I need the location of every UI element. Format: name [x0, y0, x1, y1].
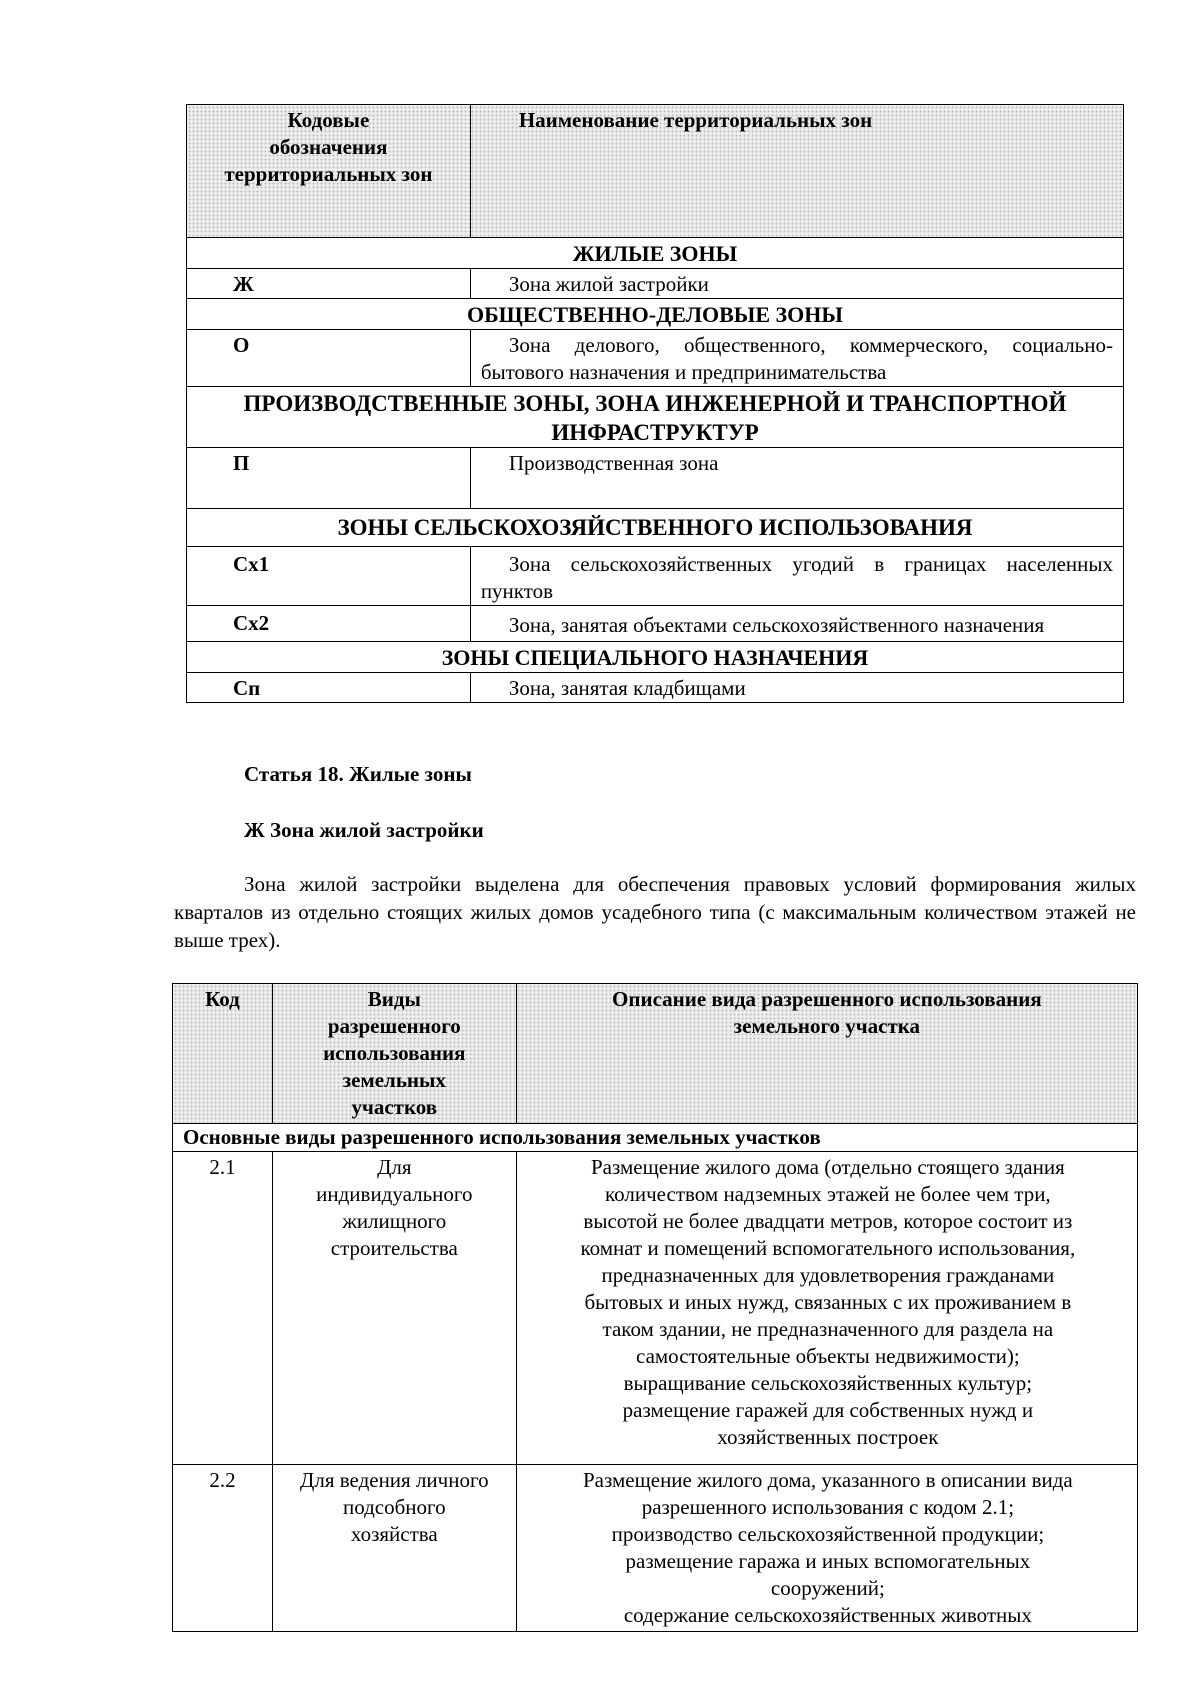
- zone-name-text: Зона делового, общественного, коммерческого, социально-бытового назначения и предпринимательства: [480, 333, 1113, 384]
- zones-section-row: [187, 509, 1124, 547]
- zone-name-text: Производственная зона: [508, 451, 719, 475]
- use-description-line: сооружений;: [770, 1576, 885, 1600]
- use-code: 2.2: [173, 1465, 273, 1632]
- use-kind-line: подсобного: [342, 1495, 446, 1519]
- zone-name: [470, 448, 1123, 509]
- zone-code: П: [187, 448, 471, 509]
- use-description-line: высотой не более двадцати метров, которое состоит из: [583, 1209, 1073, 1233]
- uses-table-row: [173, 1152, 1138, 1465]
- use-description-line: количеством надземных этажей не более чем три,: [605, 1182, 1051, 1206]
- use-kind: [272, 1152, 516, 1465]
- use-kind-line: строительства: [330, 1236, 458, 1260]
- zone-description-paragraph: Зона жилой застройки выделена для обеспечения правовых условий формирования жилых кварталов из отдельно стоящих жилых домов усадебного типа (с максимальным количеством этажей не выше трех).: [174, 872, 1136, 952]
- permitted-uses-table: [172, 983, 1138, 1632]
- uses-header-kind-line: использования: [323, 1041, 466, 1065]
- use-description: [516, 1152, 1137, 1465]
- zones-section-title: ЖИЛЫЕ ЗОНЫ: [187, 238, 1124, 269]
- uses-header-kind: [272, 984, 516, 1124]
- zone-name-text: Зона сельскохозяйственных угодий в границах населенных пунктов: [480, 552, 1113, 603]
- zone-name-text: Зона жилой застройки: [508, 272, 709, 296]
- zone-name-text: Зона, занятая объектами сельскохозяйственного назначения: [508, 613, 1045, 637]
- uses-header-description: [516, 984, 1137, 1124]
- zones-table: [186, 104, 1124, 703]
- zones-table-row: [187, 606, 1124, 642]
- zones-header-code-line: территориальных зон: [224, 162, 433, 186]
- use-description-line: предназначенных для удовлетворения гражданами: [601, 1263, 1055, 1287]
- zones-section-title: ЗОНЫ СПЕЦИАЛЬНОГО НАЗНАЧЕНИЯ: [187, 642, 1124, 673]
- zones-section-row: [187, 238, 1124, 269]
- use-description-line: производство сельскохозяйственной продукции;: [611, 1522, 1045, 1546]
- article-heading: Статья 18. Жилые зоны: [244, 762, 472, 786]
- uses-header-kind-line: участков: [351, 1095, 438, 1119]
- use-description-line: размещение гаражей для собственных нужд и: [622, 1398, 1034, 1422]
- zone-name: [470, 330, 1123, 387]
- zones-table-row: [187, 330, 1124, 387]
- use-description-line: выращивание сельскохозяйственных культур;: [623, 1371, 1033, 1395]
- use-kind-line: индивидуального: [316, 1182, 473, 1206]
- use-code: 2.1: [173, 1152, 273, 1465]
- use-description-line: Размещение жилого дома (отдельно стоящего здания: [590, 1155, 1065, 1179]
- uses-subheader-row: [173, 1124, 1138, 1152]
- zones-section-row: [187, 299, 1124, 330]
- zone-heading: Ж Зона жилой застройки: [244, 818, 484, 842]
- zone-name: [470, 606, 1123, 642]
- use-kind-line: хозяйства: [350, 1522, 438, 1546]
- zone-name-text: Зона, занятая кладбищами: [508, 676, 746, 700]
- zones-table-row: [187, 673, 1124, 703]
- use-description-line: бытовых и иных нужд, связанных с их проживанием в: [584, 1290, 1072, 1314]
- use-kind-line: Для ведения личного: [300, 1468, 489, 1492]
- zones-header-code-line: Кодовые: [287, 108, 370, 132]
- zone-code: Сп: [187, 673, 471, 703]
- zone-name: [470, 547, 1123, 606]
- uses-header-code: Код: [173, 984, 273, 1124]
- zone-code: О: [187, 330, 471, 387]
- zones-header-code-line: обозначения: [269, 135, 388, 159]
- zones-section-row: [187, 642, 1124, 673]
- use-description-line: самостоятельные объекты недвижимости);: [636, 1344, 1020, 1368]
- zones-table-row: [187, 269, 1124, 299]
- zones-table-header: [187, 105, 1124, 238]
- use-kind-line: жилищного: [342, 1209, 447, 1233]
- zones-section-title: ПРОИЗВОДСТВЕННЫЕ ЗОНЫ, ЗОНА ИНЖЕНЕРНОЙ И ТРАНСПОРТНОЙ ИНФРАСТРУКТУР: [187, 387, 1124, 448]
- use-description-line: таком здании, не предназначенного для раздела на: [602, 1317, 1054, 1341]
- uses-header-desc-line: земельного участка: [733, 1014, 921, 1038]
- uses-header-kind-line: Виды: [367, 987, 421, 1011]
- zone-code: Сх1: [187, 547, 471, 606]
- zones-table-row: [187, 448, 1124, 509]
- uses-header-kind-line: разрешенного: [327, 1014, 461, 1038]
- use-kind: [272, 1465, 516, 1632]
- uses-subheader: Основные виды разрешенного использования земельных участков: [173, 1124, 1138, 1152]
- zone-name: [470, 673, 1123, 703]
- uses-header-kind-line: земельных: [342, 1068, 446, 1092]
- zones-header-code: [187, 105, 471, 238]
- zones-table-row: [187, 547, 1124, 606]
- use-description-line: разрешенного использования с кодом 2.1;: [641, 1495, 1015, 1519]
- zone-code: Ж: [187, 269, 471, 299]
- zones-section-row: [187, 387, 1124, 448]
- zones-header-name: Наименование территориальных зон: [470, 105, 1123, 238]
- zone-code: Сх2: [187, 606, 471, 642]
- use-description-line: хозяйственных построек: [717, 1425, 939, 1449]
- uses-table-row: [173, 1465, 1138, 1632]
- use-description-line: размещение гаража и иных вспомогательных: [625, 1549, 1031, 1573]
- use-description-line: содержание сельскохозяйственных животных: [623, 1603, 1032, 1627]
- zones-section-title: ОБЩЕСТВЕННО-ДЕЛОВЫЕ ЗОНЫ: [187, 299, 1124, 330]
- zones-section-title: ЗОНЫ СЕЛЬСКОХОЗЯЙСТВЕННОГО ИСПОЛЬЗОВАНИЯ: [187, 509, 1124, 547]
- use-description: [516, 1465, 1137, 1632]
- uses-table-header: [173, 984, 1138, 1124]
- zone-name: [470, 269, 1123, 299]
- use-description-line: Размещение жилого дома, указанного в описании вида: [582, 1468, 1073, 1492]
- uses-header-desc-line: Описание вида разрешенного использования: [612, 987, 1042, 1011]
- use-description-line: комнат и помещений вспомогательного использования,: [580, 1236, 1076, 1260]
- use-kind-line: Для: [377, 1155, 412, 1179]
